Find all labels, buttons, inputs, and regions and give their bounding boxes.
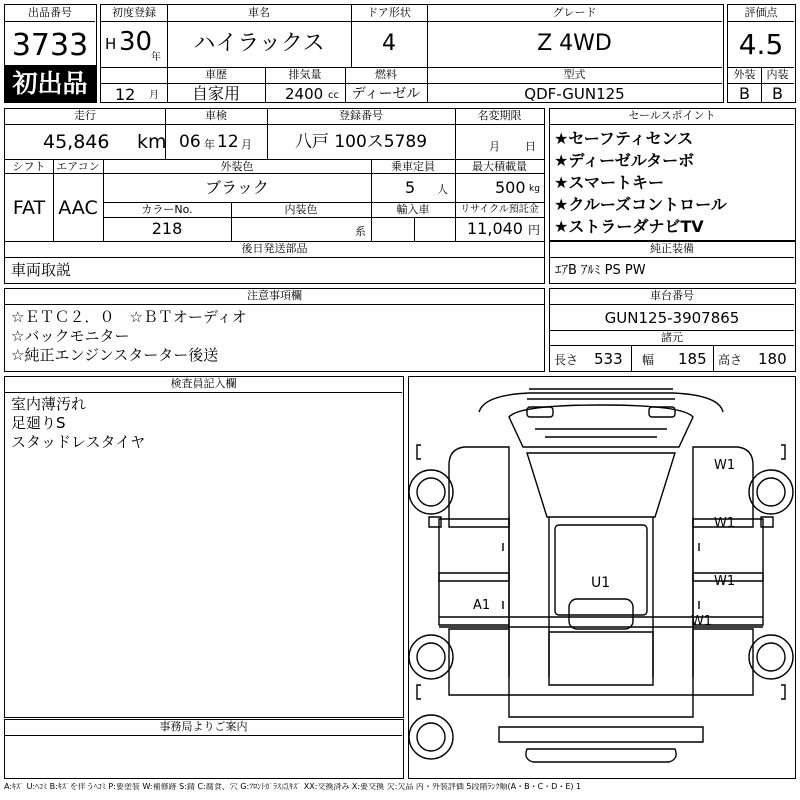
fuel: ディーゼル	[351, 86, 421, 102]
legend: A:ｷｽﾞ U:ﾍｺﾐ B:ｷｽﾞを伴うﾍｺﾐ P:要塗装 W:補修跡 S:錆 C:腐食、穴 G:ﾌﾛﾝﾄｶﾞﾗｽ点ｷｽﾞ XX:交換済み X:要交換 欠:欠品 内・外装評価 5段階ﾗﾝｸ順(A・B・C・D・E) 1	[4, 783, 582, 791]
vehicle-info-box	[100, 4, 724, 103]
bed-right	[693, 629, 753, 695]
insp-month-unit: 月	[241, 138, 252, 151]
front-fender-left	[449, 447, 509, 527]
width-label: 幅	[642, 353, 655, 367]
tailgate	[509, 695, 693, 717]
later-parts-label: 後日発送部品	[241, 242, 308, 255]
inspector-line: スタッドレスタイヤ	[11, 433, 146, 451]
reg-label: 初度登録	[112, 6, 156, 19]
damage-mark: W1	[714, 574, 736, 589]
windshield	[527, 453, 675, 517]
score-box	[727, 4, 796, 103]
front-door-left	[439, 519, 509, 581]
int-color-label: 内装色	[284, 203, 318, 216]
insp-year-unit: 年	[204, 138, 215, 151]
ac-label: エアコン	[56, 160, 100, 173]
roof	[555, 525, 647, 615]
transfer-label: 名変期限	[477, 109, 522, 122]
damage-mark: W1	[714, 516, 736, 531]
history-label: 車歴	[205, 68, 227, 81]
office-label: 事務局よりご案内	[159, 720, 248, 733]
plate: 八戸 100ス5789	[294, 132, 428, 152]
damage-mark: W1	[691, 614, 713, 629]
mileage-label: 走行	[74, 109, 96, 122]
sales-points-box	[549, 108, 796, 241]
sales-point: ★スマートキー	[554, 173, 665, 192]
inspector-box	[4, 376, 404, 718]
recycle-label: リサイクル預託金	[460, 204, 539, 215]
displacement: 2400	[285, 85, 324, 103]
equipment-label: 純正装備	[650, 242, 694, 255]
capacity-unit: 人	[437, 183, 448, 196]
height-label: 高さ	[718, 353, 743, 367]
exterior-color: ブラック	[205, 178, 269, 197]
height: 180	[758, 350, 787, 368]
color-no: 218	[151, 219, 183, 238]
load-label: 最大積載量	[472, 160, 527, 173]
ext-grade: B	[739, 84, 750, 103]
car-diagram	[409, 377, 794, 777]
chassis-box	[549, 288, 796, 372]
disp-label: 排気量	[288, 68, 322, 81]
model-label: 型式	[563, 68, 586, 81]
sales-point: ★クルーズコントロール	[554, 195, 727, 214]
year-unit: 年	[151, 52, 161, 63]
damage-mark: A1	[473, 598, 491, 613]
color-label: 外装色	[220, 160, 254, 173]
wheel-rear-right	[749, 635, 793, 679]
shift-label: シフト	[12, 160, 46, 173]
inspector-label: 検査員記入欄	[170, 377, 237, 390]
door-label: ドア形状	[367, 6, 411, 19]
length: 533	[594, 350, 623, 368]
cab	[509, 517, 693, 677]
transfer-month: 月	[489, 140, 500, 153]
wheel-front-right	[749, 470, 793, 514]
int-color-unit: 系	[355, 225, 366, 238]
sales-point: ★セーフティセンス	[554, 129, 694, 148]
notes-label: 注意事項欄	[247, 289, 302, 302]
sales-point: ★ディーゼルターボ	[554, 151, 695, 170]
capacity: 5	[405, 178, 416, 197]
damage-mark: U1	[591, 575, 611, 591]
name-label: 車名	[248, 6, 270, 19]
plate-label: 登録番号	[339, 109, 383, 122]
first-listing-text: 初出品	[12, 69, 88, 98]
damage-diagram-box	[408, 376, 796, 779]
wheel-front-left	[409, 470, 453, 514]
note-line: ☆純正エンジンスターター後送	[11, 346, 219, 364]
ac: AAC	[58, 197, 98, 219]
score-label: 評価点	[744, 6, 778, 19]
inspection-label: 車検	[205, 109, 227, 122]
bed-floor	[549, 632, 653, 685]
reg-year: 30	[119, 27, 153, 57]
month-unit: 月	[149, 90, 159, 101]
note-line: ☆ＥＴＣ２．０ ☆ＢＴオーディオ	[11, 308, 247, 326]
ext-grade-label: 外装	[733, 68, 756, 81]
insp-month: 12	[217, 132, 239, 152]
model: QDF-GUN125	[524, 85, 625, 103]
score: 4.5	[738, 28, 784, 61]
sales-point: ★ストラーダナビTV	[554, 217, 704, 236]
history: 自家用	[191, 84, 240, 103]
inspector-line: 室内薄汚れ	[11, 395, 87, 413]
max-load: 500	[495, 178, 526, 197]
disp-unit: cc	[328, 90, 339, 101]
hood	[509, 405, 693, 447]
length-label: 長さ	[554, 353, 579, 367]
int-grade: B	[772, 84, 783, 103]
wheel-rear-left	[409, 635, 453, 679]
note-line: ☆バックモニター	[11, 327, 130, 345]
lot-number-box	[4, 4, 97, 66]
damage-mark: W1	[714, 458, 736, 473]
grade: Z 4WD	[537, 31, 612, 56]
grade-label: グレード	[552, 6, 597, 19]
inspector-line: 足廻りS	[11, 414, 66, 432]
era: H	[105, 35, 117, 53]
office-box	[4, 719, 404, 779]
notes-box	[4, 288, 545, 372]
sunroof	[569, 599, 633, 629]
spare-wheel	[409, 715, 453, 759]
chassis-number: GUN125-3907865	[604, 309, 740, 327]
car-name: ハイラックス	[193, 31, 325, 56]
import-label: 輸入車	[396, 203, 430, 216]
mileage: 45,846	[43, 131, 110, 153]
recycle-unit: 円	[528, 223, 541, 237]
specs-label: 諸元	[661, 331, 683, 344]
capacity-label: 乗車定員	[391, 160, 435, 173]
later-parts: 車両取説	[11, 261, 72, 279]
transfer-day: 日	[525, 140, 536, 153]
width: 185	[678, 350, 707, 368]
equipment-box	[549, 241, 796, 284]
detail-box	[4, 108, 545, 284]
doors: 4	[382, 31, 396, 56]
reg-month: 12	[115, 85, 136, 104]
equipment-items: ｴｱB ｱﾙﾐ PS PW	[555, 263, 646, 278]
chassis-label: 車台番号	[650, 289, 694, 302]
bed-left	[449, 629, 509, 695]
recycle-deposit: 11,040	[467, 219, 523, 238]
color-no-label: カラーNo.	[141, 203, 193, 216]
int-grade-label: 内装	[766, 68, 789, 81]
insp-year: 06	[179, 132, 201, 152]
mileage-unit: km	[137, 131, 167, 153]
lot-number: 3733	[11, 28, 89, 63]
load-unit: kg	[529, 184, 540, 194]
lot-number-label: 出品番号	[28, 6, 72, 19]
first-listing-badge	[4, 65, 97, 103]
sales-points-label: セールスポイント	[628, 109, 716, 122]
shift: FAT	[12, 197, 46, 219]
fuel-label: 燃料	[375, 68, 397, 81]
